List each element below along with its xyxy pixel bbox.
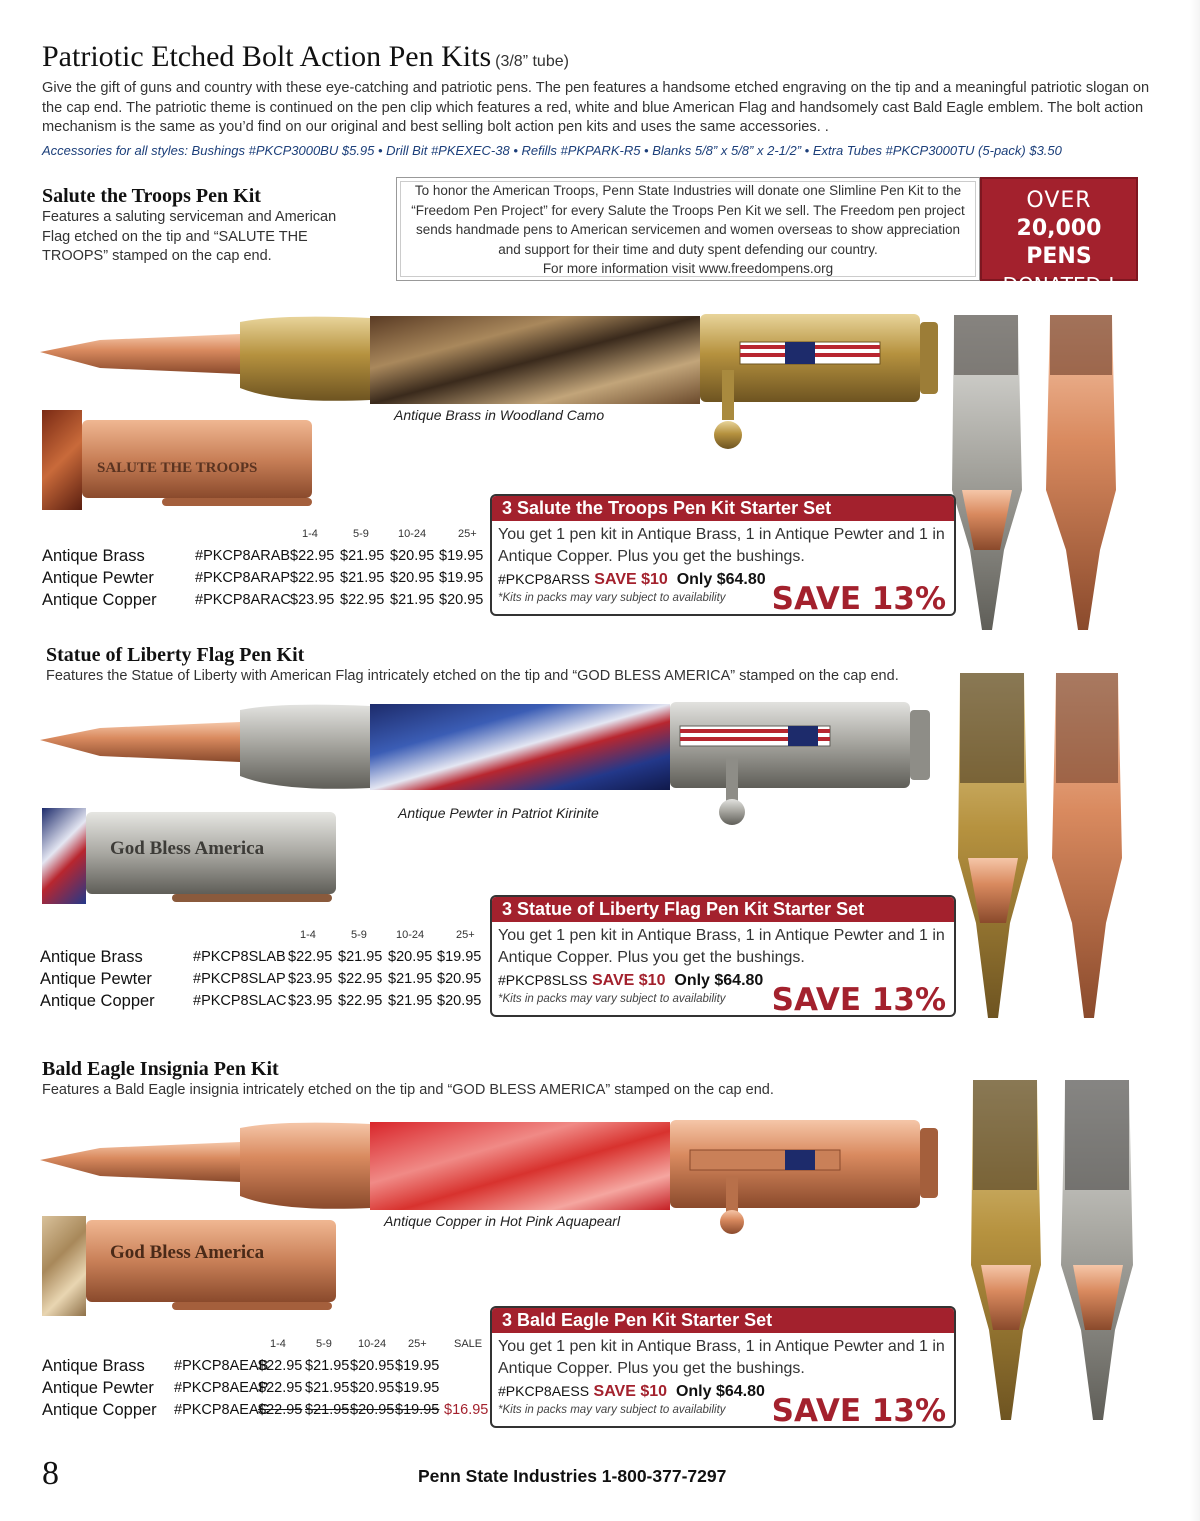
- qty-header: 25+: [458, 528, 477, 540]
- price: $20.95: [437, 971, 482, 987]
- badge-line2: 20,000 PENS: [1016, 216, 1102, 269]
- price: $21.95: [338, 949, 383, 965]
- price: $20.95: [350, 1380, 395, 1396]
- cap-engraving-salute: SALUTE THE TROOPS: [97, 460, 258, 476]
- qty-header: 10-24: [396, 929, 425, 941]
- cap-closeup-salute: [42, 410, 322, 520]
- sku: #PKCP8AEAB: [174, 1358, 269, 1374]
- starter-title: 3 Salute the Troops Pen Kit Starter Set: [492, 496, 954, 521]
- finish-name: Antique Brass: [42, 1357, 145, 1375]
- price: $21.95: [388, 971, 433, 987]
- price-strikethrough: $22.95: [258, 1402, 303, 1418]
- price: $22.95: [338, 971, 383, 987]
- cap-engraving-liberty: God Bless America: [110, 838, 265, 859]
- price-strikethrough: $20.95: [350, 1402, 395, 1418]
- price: $20.95: [388, 949, 433, 965]
- qty-header: 10-24: [358, 1338, 387, 1350]
- qty-header: 5-9: [353, 528, 369, 540]
- tip-closeups-salute: [942, 310, 1132, 635]
- price: $20.95: [390, 570, 435, 586]
- starter-sku: #PKCP8SLSS: [498, 972, 588, 988]
- price: $20.95: [390, 548, 435, 564]
- starter-body: You get 1 pen kit in Antique Brass, 1 in Antique Pewter and 1 in Antique Copper. Plus you get the bushings.: [498, 1338, 945, 1377]
- cap-closeup-liberty: [42, 808, 342, 918]
- cap-closeup-eagle: [42, 1216, 342, 1326]
- starter-save: SAVE $10: [591, 972, 666, 989]
- section-desc-salute: Features a saluting serviceman and American Flag etched on the tip and “SALUTE THE TROOPS” stamped on the cap end.: [42, 209, 337, 264]
- price: $20.95: [350, 1358, 395, 1374]
- starter-body: You get 1 pen kit in Antique Brass, 1 in Antique Pewter and 1 in Antique Copper. Plus you get the bushings.: [498, 927, 945, 966]
- sku: #PKCP8SLAP: [193, 971, 286, 987]
- donation-text: To honor the American Troops, Penn State Industries will donate one Slimline Pen Kit to the “Freedom Pen Project” for every Salute the Troops Pen Kit we sell. The Freedom pen project sends handmade pens to American servicemen and women overseas to show appreciation and support for their time and duty spent defending our country.: [411, 183, 965, 257]
- price: $21.95: [305, 1358, 350, 1374]
- price-table-salute: [42, 528, 492, 618]
- section-title-liberty: Statue of Liberty Flag Pen Kit: [46, 644, 305, 666]
- price-table-liberty: [40, 929, 490, 1019]
- price: $20.95: [437, 993, 482, 1009]
- starter-price: Only $64.80: [675, 1383, 765, 1400]
- price: $19.95: [437, 949, 482, 965]
- donation-link[interactable]: For more information visit www.freedompens.org: [542, 261, 834, 276]
- price: $21.95: [390, 592, 435, 608]
- price: $19.95: [439, 570, 484, 586]
- qty-header: 5-9: [351, 929, 367, 941]
- starter-set-salute: [490, 494, 956, 616]
- caption-salute: Antique Brass in Woodland Camo: [394, 407, 605, 423]
- starter-note: *Kits in packs may vary subject to availability: [498, 1404, 726, 1416]
- qty-header: 10-24: [398, 528, 427, 540]
- price: $20.95: [439, 592, 484, 608]
- sku: #PKCP8SLAC: [193, 993, 287, 1009]
- qty-header: 1-4: [270, 1338, 286, 1350]
- price: $19.95: [395, 1380, 440, 1396]
- price: $19.95: [439, 548, 484, 564]
- sku: #PKCP8ARAB: [195, 548, 291, 564]
- starter-save-percent: SAVE 13%: [771, 982, 946, 1017]
- starter-save-percent: SAVE 13%: [771, 581, 946, 616]
- price: $21.95: [388, 993, 433, 1009]
- section-title-salute: Salute the Troops Pen Kit: [42, 185, 261, 207]
- accessories-line: Accessories for all styles: Bushings #PKCP3000BU $5.95 • Drill Bit #PKEXEC-38 • Refills #PKPARK-R5 • Blanks 5/8” x 5/8” x 2-1/2” • Extra Tubes #PKCP3000TU (5-pack) $3.50: [42, 143, 1062, 158]
- qty-header: 1-4: [300, 929, 316, 941]
- price: $19.95: [395, 1358, 440, 1374]
- price: $22.95: [338, 993, 383, 1009]
- qty-header: 25+: [456, 929, 475, 941]
- badge-line1: OVER: [1026, 188, 1092, 213]
- sku: #PKCP8SLAB: [193, 949, 286, 965]
- finish-name: Antique Brass: [42, 547, 145, 565]
- price: $23.95: [290, 592, 335, 608]
- starter-set-liberty: [490, 895, 956, 1017]
- starter-sku: #PKCP8ARSS: [498, 571, 590, 587]
- donation-badge: [980, 177, 1138, 297]
- price-strikethrough: $19.95: [395, 1402, 440, 1418]
- caption-eagle: Antique Copper in Hot Pink Aquapearl: [384, 1213, 621, 1229]
- price: $22.95: [258, 1380, 303, 1396]
- starter-save-percent: SAVE 13%: [771, 1393, 946, 1428]
- price: $22.95: [290, 548, 335, 564]
- intro-paragraph: Give the gift of guns and country with these eye-catching and patriotic pens. The pen features a handsome etched engraving on the tip and a meaningful patriotic slogan on the cap end. The patriotic theme is continued on the pen clip which features a red, white and blue American Flag and handsomely cast Bald Eagle emblem. The bolt action mechanism is the same as you’d find on our original and best selling bolt action pen kits and uses the same accessories. .: [42, 80, 1150, 135]
- page-title: Patriotic Etched Bolt Action Pen Kits (3/8” tube): [42, 40, 569, 73]
- starter-title: 3 Bald Eagle Pen Kit Starter Set: [492, 1308, 954, 1333]
- starter-body: You get 1 pen kit in Antique Brass, 1 in Antique Pewter and 1 in Antique Copper. Plus you get the bushings.: [498, 526, 945, 565]
- price: $21.95: [340, 548, 385, 564]
- starter-save: SAVE $10: [594, 571, 668, 588]
- section-desc-eagle: Features a Bald Eagle insignia intricately etched on the tip and “GOD BLESS AMERICA” stamped on the cap end.: [42, 1082, 774, 1098]
- price-table-eagle: [42, 1338, 492, 1428]
- price: $22.95: [288, 949, 333, 965]
- starter-title: 3 Statue of Liberty Flag Pen Kit Starter Set: [492, 897, 954, 922]
- price: $21.95: [305, 1380, 350, 1396]
- tip-closeups-liberty: [948, 668, 1138, 1028]
- page-edge-shade: [1190, 0, 1200, 1521]
- badge-line3: DONATED !: [1002, 273, 1116, 297]
- starter-sku: #PKCP8AESS: [498, 1383, 590, 1399]
- finish-name: Antique Pewter: [40, 970, 152, 988]
- sale-price: $16.95: [444, 1402, 489, 1418]
- cap-engraving-eagle: God Bless America: [110, 1242, 265, 1263]
- starter-save: SAVE $10: [593, 1383, 668, 1400]
- price: $22.95: [290, 570, 335, 586]
- price: $23.95: [288, 993, 333, 1009]
- finish-name: Antique Pewter: [42, 1379, 154, 1397]
- qty-header: 25+: [408, 1338, 427, 1350]
- starter-note: *Kits in packs may vary subject to availability: [498, 592, 726, 604]
- sku: #PKCP8ARAC: [195, 592, 291, 608]
- starter-set-eagle: [490, 1306, 956, 1428]
- starter-note: *Kits in packs may vary subject to availability: [498, 993, 726, 1005]
- section-desc-liberty: Features the Statue of Liberty with American Flag intricately etched on the tip and “GOD BLESS AMERICA” stamped on the cap end.: [46, 668, 899, 684]
- qty-header-sale: SALE: [454, 1338, 483, 1350]
- price-strikethrough: $21.95: [305, 1402, 350, 1418]
- starter-price: Only $64.80: [676, 571, 766, 588]
- price: $22.95: [258, 1358, 303, 1374]
- qty-header: 5-9: [316, 1338, 332, 1350]
- finish-name: Antique Pewter: [42, 569, 154, 587]
- starter-price: Only $64.80: [674, 972, 764, 989]
- finish-name: Antique Copper: [42, 1401, 157, 1419]
- tip-closeups-eagle: [965, 1075, 1145, 1430]
- finish-name: Antique Brass: [40, 948, 143, 966]
- tube-size: (3/8” tube): [495, 53, 569, 70]
- finish-name: Antique Copper: [40, 992, 155, 1010]
- sku: #PKCP8ARAP: [195, 570, 291, 586]
- section-title-eagle: Bald Eagle Insignia Pen Kit: [42, 1058, 279, 1080]
- finish-name: Antique Copper: [42, 591, 157, 609]
- page-number: 8: [42, 1455, 59, 1492]
- qty-header: 1-4: [302, 528, 318, 540]
- price: $23.95: [288, 971, 333, 987]
- caption-liberty: Antique Pewter in Patriot Kirinite: [398, 805, 599, 821]
- sku: #PKCP8AEAP: [174, 1380, 269, 1396]
- sku: #PKCP8AEAC: [174, 1402, 270, 1418]
- price: $21.95: [340, 570, 385, 586]
- footer-company: Penn State Industries 1-800-377-7297: [418, 1466, 727, 1486]
- donation-notice: [396, 177, 980, 281]
- price: $22.95: [340, 592, 385, 608]
